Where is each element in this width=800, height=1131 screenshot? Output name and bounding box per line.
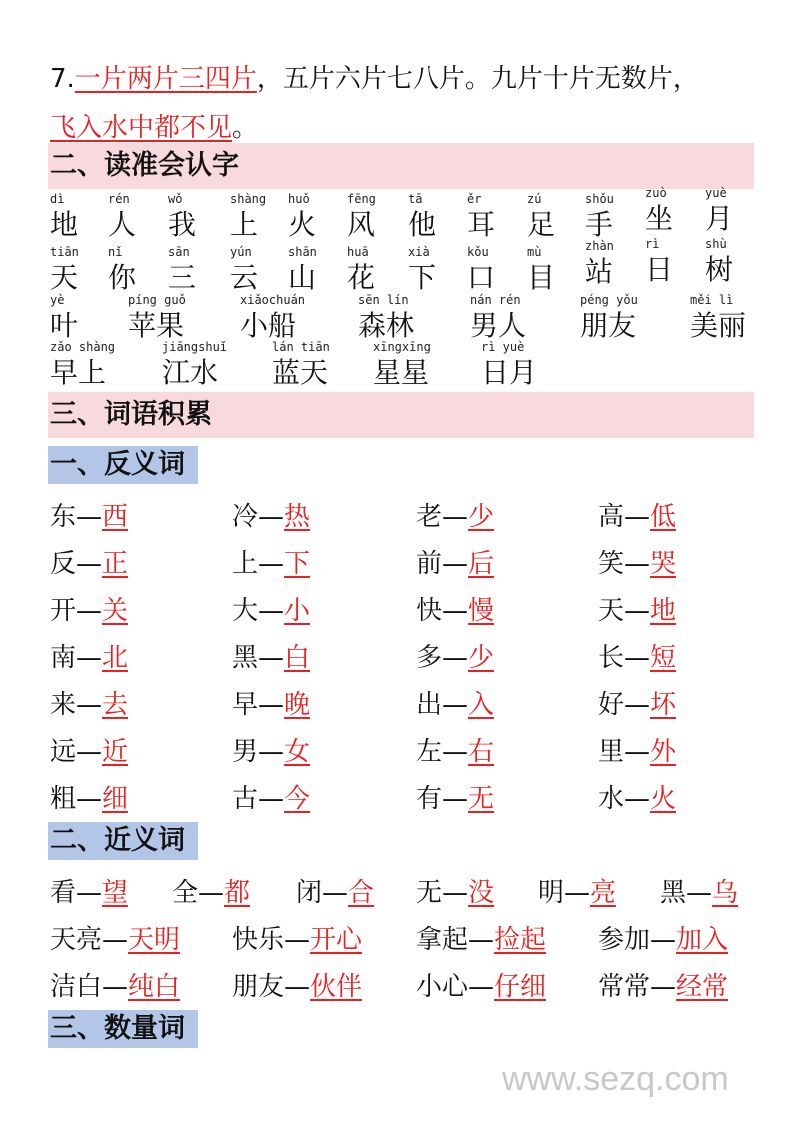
prompt-word: 天亮— [50, 925, 129, 955]
hanzi: 天 [50, 261, 79, 294]
character-entry [645, 186, 673, 237]
word-pair [232, 966, 362, 1003]
character-entry [347, 192, 376, 243]
character-entry [645, 237, 673, 288]
answer-word: 近 [102, 737, 129, 767]
word-pair [598, 684, 676, 721]
character-entry [481, 340, 537, 391]
hanzi: 上 [230, 208, 259, 241]
hanzi: 三 [168, 261, 197, 294]
answer-word: 都 [224, 878, 251, 908]
pinyin: xiǎochuán [240, 293, 306, 307]
word-pair [50, 966, 180, 1003]
character-entry [50, 245, 79, 296]
answer-word: 下 [284, 549, 311, 579]
watermark: www.sezq.com [502, 1060, 729, 1098]
pinyin: ěr [467, 192, 482, 206]
pinyin: měi lì [690, 293, 734, 307]
character-entry [690, 293, 746, 344]
prompt-word: 大— [232, 596, 285, 626]
word-pair [232, 778, 310, 815]
prompt-word: 笑— [598, 549, 651, 579]
answer-text: 一片两片三四片 [74, 64, 257, 94]
character-entry [128, 293, 186, 344]
item-number: 7. [50, 64, 75, 94]
answer-word: 地 [650, 596, 677, 626]
prompt-word: 古— [232, 784, 285, 814]
hanzi: 花 [347, 261, 376, 294]
word-pair [50, 778, 128, 815]
subheader-antonyms: 一、反义词 [48, 446, 198, 484]
hanzi: 树 [705, 253, 734, 286]
prompt-word: 小心— [416, 972, 495, 1002]
word-pair [416, 731, 494, 768]
poem-line-2 [50, 107, 258, 144]
hanzi: 森林 [358, 309, 415, 342]
character-entry [240, 293, 305, 344]
prompt-word: 远— [50, 737, 103, 767]
prompt-word: 黑— [660, 878, 713, 908]
hanzi: 山 [288, 261, 317, 294]
answer-word: 晚 [284, 690, 311, 720]
hanzi: 江水 [162, 356, 219, 389]
hanzi: 云 [230, 261, 259, 294]
prompt-word: 水— [598, 784, 651, 814]
prompt-word: 南— [50, 643, 103, 673]
character-entry [467, 245, 495, 296]
hanzi: 火 [288, 208, 317, 241]
pinyin: yuè [705, 186, 727, 200]
hanzi: 日 [645, 253, 674, 286]
answer-word: 小 [284, 596, 311, 626]
word-pair [416, 496, 494, 533]
pinyin: dì [50, 192, 65, 206]
pinyin: shù [705, 237, 727, 251]
prompt-word: 里— [598, 737, 651, 767]
pinyin: huǒ [288, 192, 310, 206]
prompt-word: 高— [598, 502, 651, 532]
poem-line-1 [50, 58, 699, 95]
word-pair [232, 684, 310, 721]
word-pair [50, 496, 128, 533]
pinyin: sēn lín [358, 293, 409, 307]
character-entry [585, 239, 614, 290]
pinyin: xīngxīng [373, 340, 431, 354]
character-entry [527, 245, 555, 296]
poem-text: 。 [232, 113, 259, 143]
word-pair [232, 496, 310, 533]
answer-word: 热 [284, 502, 311, 532]
pinyin: píng guǒ [128, 293, 186, 307]
answer-word: 细 [102, 784, 129, 814]
word-pair [50, 637, 128, 674]
character-entry [288, 192, 316, 243]
answer-word: 哭 [650, 549, 677, 579]
word-pair [598, 637, 676, 674]
word-pair [50, 919, 180, 956]
word-pair [50, 590, 128, 627]
poem-text: ，五片六片七八片。九片十片无数片， [256, 64, 699, 94]
character-entry [408, 192, 436, 243]
prompt-word: 常常— [598, 972, 677, 1002]
prompt-word: 黑— [232, 643, 285, 673]
hanzi: 早上 [50, 356, 107, 389]
word-pair [598, 778, 676, 815]
character-entry [168, 245, 196, 296]
hanzi: 足 [527, 208, 556, 241]
hanzi: 耳 [467, 208, 496, 241]
word-pair [172, 872, 250, 909]
hanzi: 人 [108, 208, 137, 241]
character-entry [347, 245, 375, 296]
character-entry [50, 192, 78, 243]
word-pair [50, 543, 128, 580]
pinyin: xià [408, 245, 430, 259]
character-entry [288, 245, 317, 296]
character-entry [705, 237, 733, 288]
pinyin: shān [288, 245, 317, 259]
prompt-word: 开— [50, 596, 103, 626]
answer-word: 去 [102, 690, 129, 720]
prompt-word: 拿起— [416, 925, 495, 955]
pinyin: tiān [50, 245, 79, 259]
word-pair [416, 684, 494, 721]
word-pair [416, 778, 494, 815]
pinyin: huā [347, 245, 369, 259]
pinyin: rì yuè [481, 340, 525, 354]
character-entry [705, 186, 733, 237]
answer-word: 没 [468, 878, 495, 908]
prompt-word: 看— [50, 878, 103, 908]
character-entry [373, 340, 431, 391]
hanzi: 星星 [373, 356, 430, 389]
hanzi: 手 [585, 208, 614, 241]
answer-word: 入 [468, 690, 495, 720]
hanzi: 美丽 [690, 309, 747, 342]
character-entry [50, 293, 78, 344]
prompt-word: 冷— [232, 502, 285, 532]
word-pair [232, 590, 310, 627]
answer-word: 西 [102, 502, 129, 532]
answer-word: 慢 [468, 596, 495, 626]
hanzi: 我 [168, 208, 197, 241]
answer-word: 少 [468, 502, 495, 532]
prompt-word: 快— [416, 596, 469, 626]
word-pair [598, 590, 676, 627]
character-entry [467, 192, 495, 243]
pinyin: shǒu [585, 192, 614, 206]
hanzi: 站 [585, 255, 614, 288]
prompt-word: 反— [50, 549, 103, 579]
pinyin: kǒu [467, 245, 489, 259]
prompt-word: 左— [416, 737, 469, 767]
prompt-word: 来— [50, 690, 103, 720]
word-pair [598, 496, 676, 533]
hanzi: 下 [408, 261, 437, 294]
answer-word: 开心 [310, 925, 363, 955]
answer-word: 捡起 [494, 925, 547, 955]
character-entry [108, 192, 136, 243]
prompt-word: 有— [416, 784, 469, 814]
word-pair [416, 872, 494, 909]
prompt-word: 好— [598, 690, 651, 720]
section-header-vocab: 三、词语积累 [48, 392, 754, 438]
prompt-word: 长— [598, 643, 651, 673]
prompt-word: 东— [50, 502, 103, 532]
prompt-word: 前— [416, 549, 469, 579]
character-entry [585, 192, 614, 243]
word-pair [296, 872, 374, 909]
answer-word: 女 [284, 737, 311, 767]
pinyin: péng yǒu [580, 293, 638, 307]
word-pair [416, 543, 494, 580]
pinyin: zuò [645, 186, 667, 200]
answer-word: 白 [284, 643, 311, 673]
answer-word: 后 [468, 549, 495, 579]
word-pair [538, 872, 616, 909]
answer-word: 北 [102, 643, 129, 673]
word-pair [598, 543, 676, 580]
hanzi: 地 [50, 208, 79, 241]
pinyin: mù [527, 245, 542, 259]
pinyin: tā [408, 192, 423, 206]
word-pair [660, 872, 738, 909]
answer-word: 右 [468, 737, 495, 767]
character-entry [408, 245, 436, 296]
prompt-word: 快乐— [232, 925, 311, 955]
hanzi: 风 [347, 208, 376, 241]
hanzi: 口 [467, 261, 496, 294]
answer-word: 低 [650, 502, 677, 532]
pinyin: rén [108, 192, 130, 206]
pinyin: wǒ [168, 192, 183, 206]
answer-text: 飞入水中都不见 [50, 113, 233, 143]
pinyin: sān [168, 245, 190, 259]
pinyin: lán tiān [272, 340, 330, 354]
word-pair [416, 637, 494, 674]
answer-word: 天明 [128, 925, 181, 955]
prompt-word: 洁白— [50, 972, 129, 1002]
word-pair [598, 731, 676, 768]
prompt-word: 明— [538, 878, 591, 908]
character-entry [358, 293, 414, 344]
character-entry [108, 245, 136, 296]
answer-word: 坏 [650, 690, 677, 720]
answer-word: 经常 [676, 972, 729, 1002]
word-pair [232, 543, 310, 580]
character-entry [580, 293, 638, 344]
prompt-word: 粗— [50, 784, 103, 814]
pinyin: jiāngshuǐ [162, 340, 228, 354]
answer-word: 今 [284, 784, 311, 814]
hanzi: 叶 [50, 309, 79, 342]
hanzi: 目 [527, 261, 556, 294]
prompt-word: 多— [416, 643, 469, 673]
word-pair [50, 684, 128, 721]
answer-word: 关 [102, 596, 129, 626]
hanzi: 日月 [481, 356, 538, 389]
prompt-word: 天— [598, 596, 651, 626]
answer-word: 无 [468, 784, 495, 814]
answer-word: 仔细 [494, 972, 547, 1002]
word-pair [416, 590, 494, 627]
character-entry [272, 340, 330, 391]
prompt-word: 上— [232, 549, 285, 579]
pinyin: nǐ [108, 245, 123, 259]
hanzi: 小船 [240, 309, 297, 342]
pinyin: shàng [230, 192, 267, 206]
character-entry [162, 340, 227, 391]
pinyin: zǎo shàng [50, 340, 116, 354]
prompt-word: 闭— [296, 878, 349, 908]
word-pair [232, 637, 310, 674]
pinyin: yè [50, 293, 65, 307]
answer-word: 乌 [712, 878, 739, 908]
answer-word: 合 [348, 878, 375, 908]
answer-word: 望 [102, 878, 129, 908]
answer-word: 亮 [590, 878, 617, 908]
pinyin: rì [645, 237, 660, 251]
prompt-word: 参加— [598, 925, 677, 955]
answer-word: 外 [650, 737, 677, 767]
character-entry [230, 245, 258, 296]
prompt-word: 全— [172, 878, 225, 908]
prompt-word: 早— [232, 690, 285, 720]
prompt-word: 无— [416, 878, 469, 908]
word-pair [232, 731, 310, 768]
pinyin: yún [230, 245, 252, 259]
subheader-measure-words: 三、数量词 [48, 1010, 198, 1048]
hanzi: 坐 [645, 202, 674, 235]
prompt-word: 出— [416, 690, 469, 720]
prompt-word: 男— [232, 737, 285, 767]
section-header-reading: 二、读准会认字 [48, 143, 754, 189]
word-pair [50, 731, 128, 768]
word-pair [416, 919, 546, 956]
pinyin: fēng [347, 192, 376, 206]
hanzi: 苹果 [128, 309, 185, 342]
character-entry [527, 192, 555, 243]
word-pair [50, 872, 128, 909]
character-entry [470, 293, 526, 344]
character-entry [230, 192, 266, 243]
answer-word: 纯白 [128, 972, 181, 1002]
hanzi: 月 [705, 202, 734, 235]
word-pair [598, 966, 728, 1003]
prompt-word: 朋友— [232, 972, 311, 1002]
answer-word: 伙伴 [310, 972, 363, 1002]
hanzi: 你 [108, 261, 137, 294]
word-pair [598, 919, 728, 956]
hanzi: 他 [408, 208, 437, 241]
prompt-word: 老— [416, 502, 469, 532]
character-entry [50, 340, 115, 391]
pinyin: nán rén [470, 293, 521, 307]
answer-word: 短 [650, 643, 677, 673]
character-entry [168, 192, 196, 243]
answer-word: 火 [650, 784, 677, 814]
pinyin: zú [527, 192, 542, 206]
subheader-synonyms: 二、近义词 [48, 822, 198, 860]
word-pair [416, 966, 546, 1003]
answer-word: 加入 [676, 925, 729, 955]
hanzi: 蓝天 [272, 356, 329, 389]
pinyin: zhàn [585, 239, 614, 253]
hanzi: 朋友 [580, 309, 637, 342]
answer-word: 少 [468, 643, 495, 673]
answer-word: 正 [102, 549, 129, 579]
word-pair [232, 919, 362, 956]
hanzi: 男人 [470, 309, 527, 342]
